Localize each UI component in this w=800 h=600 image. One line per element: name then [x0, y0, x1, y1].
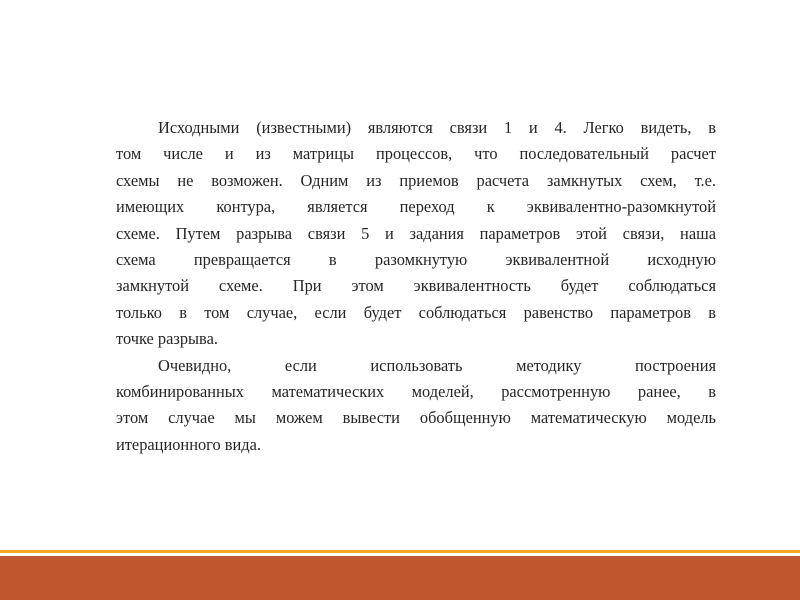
text-line: схеме. Путем разрыва связи 5 и задания параметров этой связи, наша	[116, 223, 716, 243]
text-line: схемы не возможен. Одним из приемов расчета замкнутых схем, т.е.	[116, 170, 716, 190]
text-line: том числе и из матрицы процессов, что последовательный расчет	[116, 144, 716, 164]
footer-bar	[0, 556, 800, 600]
text-line: итерационного вида.	[116, 434, 261, 454]
text-line: замкнутой схеме. При этом эквивалентность будет соблюдаться	[116, 276, 716, 296]
footer-accent-line	[0, 550, 800, 553]
paragraph-2	[116, 353, 716, 459]
paragraph-1	[116, 115, 716, 353]
text-line: этом случае мы можем вывести обобщенную математическую модель	[116, 408, 716, 428]
text-line: точке разрыва.	[116, 329, 218, 349]
text-line: схема превращается в разомкнутую эквивалентной исходную	[116, 249, 716, 269]
text-line: только в том случае, если будет соблюдаться равенство параметров в	[116, 302, 716, 322]
text-line: Очевидно, если использовать методику построения	[158, 355, 716, 375]
text-line: комбинированных математических моделей, рассмотренную ранее, в	[116, 381, 716, 401]
slide-body-text	[116, 115, 716, 458]
text-line: имеющих контура, является переход к эквивалентно-разомкнутой	[116, 197, 716, 217]
text-line: Исходными (известными) являются связи 1 и 4. Легко видеть, в	[158, 118, 716, 137]
